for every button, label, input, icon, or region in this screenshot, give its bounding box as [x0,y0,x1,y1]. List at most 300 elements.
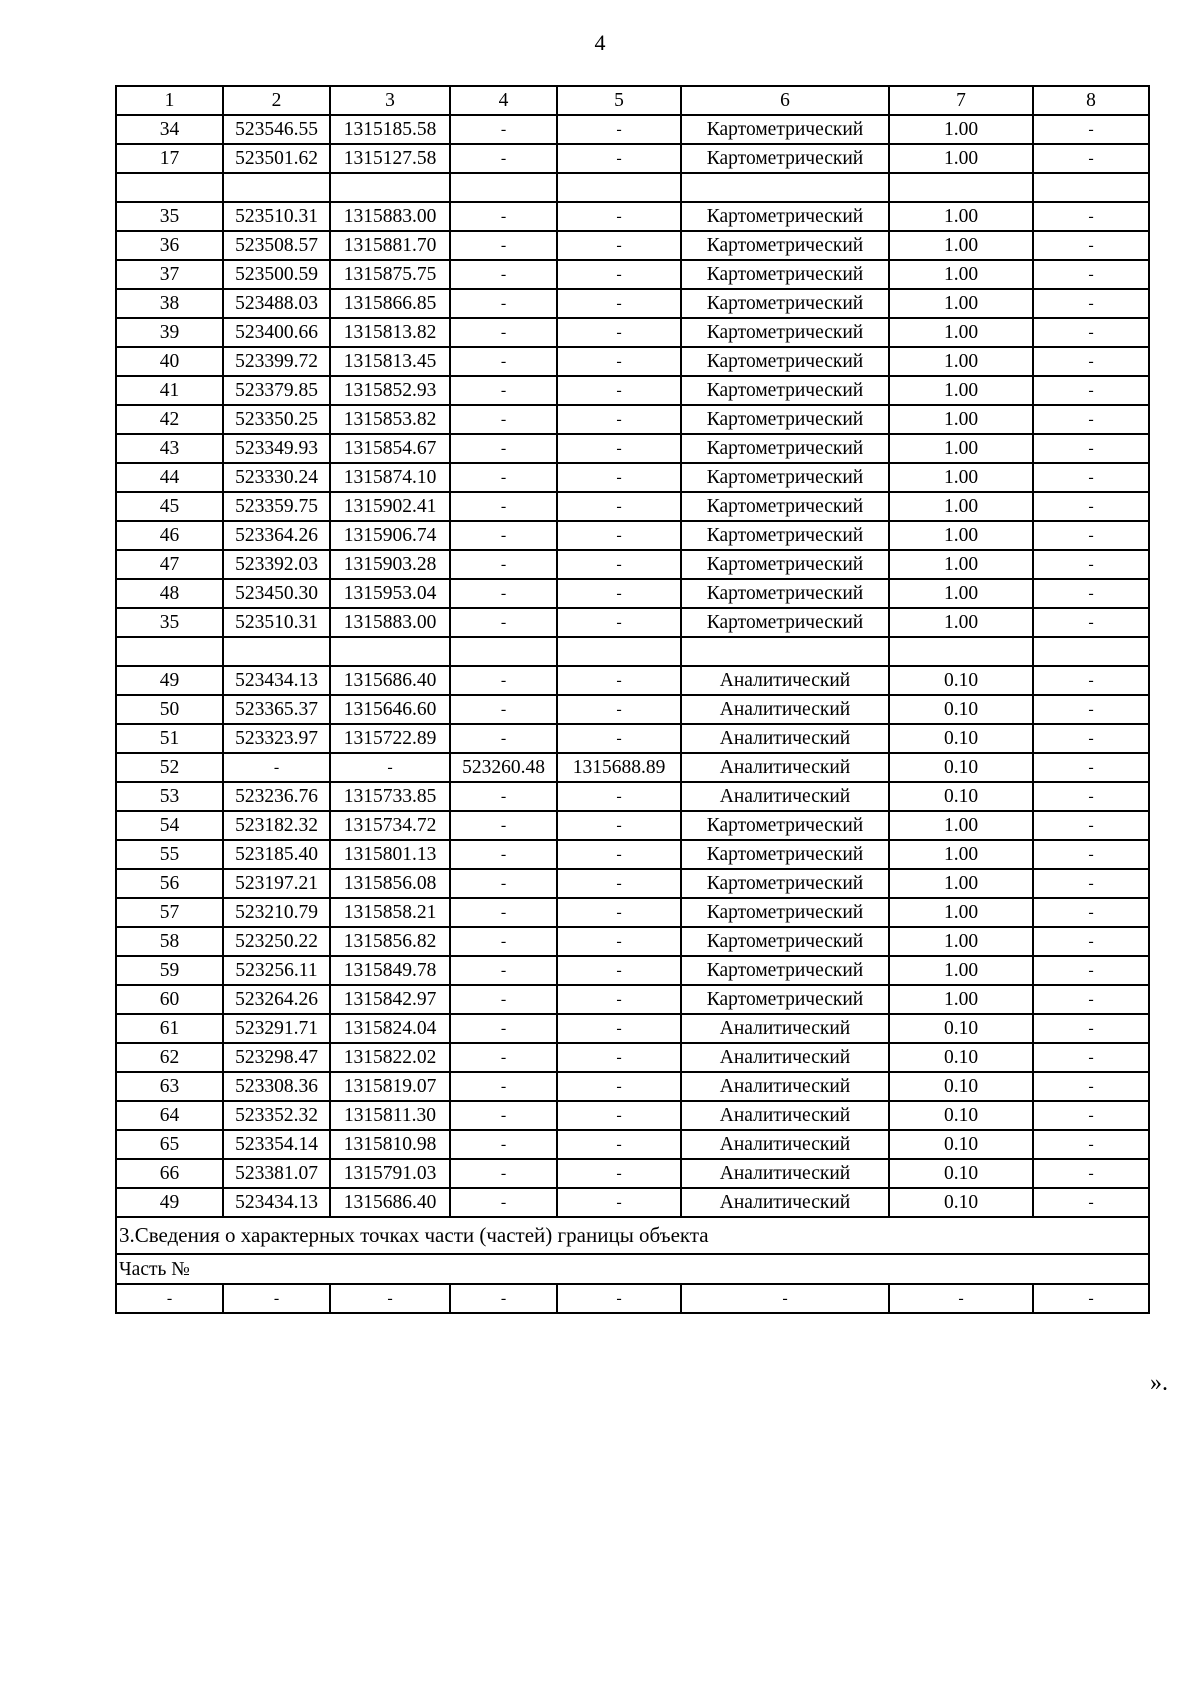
x-coordinate-cell: 523501.62 [223,144,330,173]
table-row [116,1159,1149,1188]
accuracy-cell [889,637,1033,666]
method-cell: Картометрический [681,550,889,579]
description-cell: - [1033,376,1149,405]
x-coordinate-cell: 523291.71 [223,1014,330,1043]
table-row [116,666,1149,695]
description-cell: - [1033,1043,1149,1072]
table-row [116,318,1149,347]
accuracy-cell: 1.00 [889,202,1033,231]
y-coordinate-cell: 1315849.78 [330,956,450,985]
point-number-cell: 44 [116,463,223,492]
x-coordinate-cell [223,173,330,202]
table-row [116,463,1149,492]
closing-quote-mark: ». [1150,1370,1168,1396]
method-cell: Аналитический [681,782,889,811]
point-number-cell: 61 [116,1014,223,1043]
x-coordinate-alt-cell: - [450,231,557,260]
x-coordinate-alt-cell: - [450,260,557,289]
description-cell: - [1033,666,1149,695]
accuracy-cell: 1.00 [889,608,1033,637]
y-coordinate-alt-cell: 1315688.89 [557,753,681,782]
x-coordinate-cell: 523392.03 [223,550,330,579]
y-coordinate-cell: 1315801.13 [330,840,450,869]
table-row [116,115,1149,144]
y-coordinate-cell: 1315852.93 [330,376,450,405]
point-number-cell: 48 [116,579,223,608]
y-coordinate-cell [330,173,450,202]
separator-row [116,173,1149,202]
accuracy-cell: 1.00 [889,260,1033,289]
y-coordinate-alt-cell: - [557,811,681,840]
point-number-cell: 37 [116,260,223,289]
y-coordinate-cell: - [330,753,450,782]
method-cell: Аналитический [681,724,889,753]
description-cell: - [1033,1159,1149,1188]
point-number-cell: 60 [116,985,223,1014]
x-coordinate-cell: 523434.13 [223,1188,330,1217]
y-coordinate-cell: 1315903.28 [330,550,450,579]
point-number-cell: 59 [116,956,223,985]
accuracy-cell: 1.00 [889,231,1033,260]
x-coordinate-cell: 523250.22 [223,927,330,956]
y-coordinate-alt-cell: - [557,666,681,695]
table-body [116,86,1149,1313]
y-coordinate-alt-cell: - [557,115,681,144]
point-number-cell: 52 [116,753,223,782]
method-cell: Картометрический [681,289,889,318]
x-coordinate-alt-cell: - [450,1043,557,1072]
table-row [116,840,1149,869]
x-coordinate-cell: 523379.85 [223,376,330,405]
point-number-cell: 66 [116,1159,223,1188]
description-cell: - [1033,724,1149,753]
description-cell: - [1033,1188,1149,1217]
description-cell: - [1033,985,1149,1014]
x-coordinate-alt-cell: - [450,550,557,579]
point-number-cell: 40 [116,347,223,376]
y-coordinate-cell: 1315902.41 [330,492,450,521]
accuracy-cell: 1.00 [889,289,1033,318]
point-number-cell: 55 [116,840,223,869]
point-number-cell [116,637,223,666]
x-coordinate-cell: 523510.31 [223,202,330,231]
point-number-cell: 36 [116,231,223,260]
accuracy-cell: 0.10 [889,753,1033,782]
x-coordinate-alt-cell: - [450,289,557,318]
method-cell: Картометрический [681,115,889,144]
x-coordinate-alt-cell: - [450,985,557,1014]
point-number-cell: 35 [116,608,223,637]
accuracy-cell: 0.10 [889,1101,1033,1130]
point-number-cell: 17 [116,144,223,173]
x-coordinate-cell: 523264.26 [223,985,330,1014]
accuracy-cell: 1.00 [889,318,1033,347]
method-cell: Картометрический [681,492,889,521]
method-cell: Аналитический [681,695,889,724]
x-coordinate-alt-cell: - [450,811,557,840]
y-coordinate-cell: 1315813.82 [330,318,450,347]
point-number-cell [116,173,223,202]
x-coordinate-cell: 523350.25 [223,405,330,434]
method-cell: Картометрический [681,521,889,550]
x-coordinate-cell: 523364.26 [223,521,330,550]
point-number-cell: 62 [116,1043,223,1072]
point-number-cell: 49 [116,666,223,695]
point-number-cell: 53 [116,782,223,811]
x-coordinate-cell: 523510.31 [223,608,330,637]
y-coordinate-cell: 1315813.45 [330,347,450,376]
method-cell: Картометрический [681,231,889,260]
y-coordinate-cell: 1315734.72 [330,811,450,840]
x-coordinate-alt-cell: - [450,724,557,753]
accuracy-cell: 1.00 [889,898,1033,927]
point-number-cell: 35 [116,202,223,231]
y-coordinate-cell: 1315811.30 [330,1101,450,1130]
x-coordinate-alt-cell: - [450,318,557,347]
description-cell: - [1033,434,1149,463]
description-cell: - [1033,318,1149,347]
point-number-cell: 45 [116,492,223,521]
table-row [116,927,1149,956]
method-cell: Картометрический [681,927,889,956]
y-coordinate-alt-cell: - [557,782,681,811]
table-row [116,579,1149,608]
point-number-cell: 64 [116,1101,223,1130]
x-coordinate-alt-cell: - [450,1130,557,1159]
accuracy-cell: 1.00 [889,492,1033,521]
x-coordinate-cell: 523488.03 [223,289,330,318]
point-number-cell: 54 [116,811,223,840]
description-cell: - [1033,144,1149,173]
accuracy-cell: 0.10 [889,782,1033,811]
y-coordinate-cell [330,637,450,666]
point-number-cell: 56 [116,869,223,898]
y-coordinate-alt-cell [557,637,681,666]
method-cell: Картометрический [681,985,889,1014]
page-number: 4 [594,30,606,55]
x-coordinate-cell: - [223,1284,330,1313]
method-cell: Аналитический [681,1072,889,1101]
x-coordinate-alt-cell: - [450,898,557,927]
description-cell: - [1033,347,1149,376]
y-coordinate-alt-cell: - [557,347,681,376]
description-cell: - [1033,956,1149,985]
table-row [116,782,1149,811]
table-row [116,811,1149,840]
y-coordinate-cell: 1315881.70 [330,231,450,260]
y-coordinate-alt-cell: - [557,1284,681,1313]
part-label-row [116,1254,1149,1284]
point-number-cell: 58 [116,927,223,956]
description-cell: - [1033,521,1149,550]
table-row [116,289,1149,318]
empty-part-row [116,1284,1149,1313]
description-cell: - [1033,608,1149,637]
x-coordinate-cell: 523182.32 [223,811,330,840]
accuracy-cell: 1.00 [889,869,1033,898]
x-coordinate-cell: 523508.57 [223,231,330,260]
x-coordinate-alt-cell: - [450,608,557,637]
description-cell: - [1033,1130,1149,1159]
header-row [116,86,1149,115]
x-coordinate-alt-cell: - [450,695,557,724]
x-coordinate-cell: 523400.66 [223,318,330,347]
accuracy-cell: 1.00 [889,550,1033,579]
method-cell: Картометрический [681,579,889,608]
y-coordinate-alt-cell: - [557,1101,681,1130]
description-cell: - [1033,840,1149,869]
description-cell: - [1033,492,1149,521]
x-coordinate-cell: 523381.07 [223,1159,330,1188]
description-cell [1033,173,1149,202]
y-coordinate-cell: 1315185.58 [330,115,450,144]
x-coordinate-alt-cell: - [450,579,557,608]
x-coordinate-alt-cell: - [450,115,557,144]
method-cell: Картометрический [681,376,889,405]
x-coordinate-alt-cell: - [450,376,557,405]
method-cell: Картометрический [681,260,889,289]
y-coordinate-alt-cell: - [557,1072,681,1101]
part-label: Часть № [116,1254,1149,1284]
x-coordinate-alt-cell: - [450,956,557,985]
y-coordinate-alt-cell: - [557,289,681,318]
accuracy-cell: 0.10 [889,1188,1033,1217]
x-coordinate-cell: 523185.40 [223,840,330,869]
x-coordinate-alt-cell: - [450,1014,557,1043]
description-cell: - [1033,1014,1149,1043]
y-coordinate-alt-cell: - [557,231,681,260]
point-number-cell: 39 [116,318,223,347]
y-coordinate-cell: 1315953.04 [330,579,450,608]
y-coordinate-alt-cell: - [557,492,681,521]
table-row [116,1043,1149,1072]
method-cell: Аналитический [681,666,889,695]
y-coordinate-cell: 1315866.85 [330,289,450,318]
y-coordinate-cell: 1315791.03 [330,1159,450,1188]
y-coordinate-cell: 1315127.58 [330,144,450,173]
accuracy-cell: 0.10 [889,695,1033,724]
accuracy-cell: 1.00 [889,579,1033,608]
x-coordinate-cell: 523450.30 [223,579,330,608]
x-coordinate-cell: 523354.14 [223,1130,330,1159]
y-coordinate-alt-cell: - [557,318,681,347]
point-number-cell: 38 [116,289,223,318]
method-cell: Картометрический [681,318,889,347]
description-cell [1033,637,1149,666]
accuracy-cell: 1.00 [889,927,1033,956]
y-coordinate-alt-cell: - [557,927,681,956]
table-row [116,347,1149,376]
y-coordinate-alt-cell: - [557,1188,681,1217]
y-coordinate-cell: 1315874.10 [330,463,450,492]
table-row [116,144,1149,173]
x-coordinate-alt-cell: - [450,1284,557,1313]
x-coordinate-cell: 523359.75 [223,492,330,521]
point-number-cell: 47 [116,550,223,579]
point-number-cell: 57 [116,898,223,927]
x-coordinate-cell: 2 [223,86,330,115]
accuracy-cell: 1.00 [889,376,1033,405]
method-cell: Аналитический [681,1130,889,1159]
y-coordinate-cell: 1315883.00 [330,202,450,231]
x-coordinate-alt-cell: - [450,434,557,463]
y-coordinate-alt-cell: - [557,144,681,173]
description-cell: - [1033,869,1149,898]
point-number-cell: 65 [116,1130,223,1159]
x-coordinate-cell: 523323.97 [223,724,330,753]
description-cell: 8 [1033,86,1149,115]
y-coordinate-cell: 1315686.40 [330,666,450,695]
x-coordinate-alt-cell: - [450,927,557,956]
description-cell: - [1033,202,1149,231]
table-row [116,202,1149,231]
table-row [116,1188,1149,1217]
x-coordinate-cell: 523298.47 [223,1043,330,1072]
y-coordinate-cell: 1315875.75 [330,260,450,289]
x-coordinate-cell: 523349.93 [223,434,330,463]
description-cell: - [1033,289,1149,318]
method-cell: Аналитический [681,1159,889,1188]
section-title: 3.Сведения о характерных точках части (частей) границы объекта [116,1217,1149,1254]
x-coordinate-cell: 523256.11 [223,956,330,985]
y-coordinate-alt-cell: - [557,521,681,550]
section-title-row [116,1217,1149,1254]
x-coordinate-alt-cell: - [450,1159,557,1188]
y-coordinate-alt-cell [557,173,681,202]
y-coordinate-alt-cell: - [557,1130,681,1159]
x-coordinate-alt-cell: - [450,666,557,695]
description-cell: - [1033,550,1149,579]
point-number-cell: 34 [116,115,223,144]
y-coordinate-cell: 1315733.85 [330,782,450,811]
table-row [116,260,1149,289]
y-coordinate-alt-cell: - [557,985,681,1014]
table-row [116,695,1149,724]
y-coordinate-cell: 1315810.98 [330,1130,450,1159]
point-number-cell: 63 [116,1072,223,1101]
x-coordinate-alt-cell: - [450,144,557,173]
table-row [116,376,1149,405]
description-cell: - [1033,231,1149,260]
table-row [116,869,1149,898]
method-cell: Картометрический [681,202,889,231]
method-cell: Аналитический [681,1188,889,1217]
x-coordinate-cell: 523399.72 [223,347,330,376]
y-coordinate-alt-cell: - [557,1159,681,1188]
method-cell [681,637,889,666]
accuracy-cell: 0.10 [889,1014,1033,1043]
x-coordinate-alt-cell: - [450,1188,557,1217]
x-coordinate-alt-cell: - [450,840,557,869]
method-cell: Картометрический [681,811,889,840]
x-coordinate-alt-cell [450,637,557,666]
accuracy-cell: 7 [889,86,1033,115]
x-coordinate-cell: 523500.59 [223,260,330,289]
x-coordinate-cell: 523236.76 [223,782,330,811]
accuracy-cell: 1.00 [889,347,1033,376]
point-number-cell: 49 [116,1188,223,1217]
accuracy-cell: 1.00 [889,434,1033,463]
description-cell: - [1033,811,1149,840]
description-cell: - [1033,115,1149,144]
x-coordinate-cell: 523365.37 [223,695,330,724]
x-coordinate-alt-cell: - [450,1072,557,1101]
y-coordinate-alt-cell: - [557,1014,681,1043]
x-coordinate-alt-cell: - [450,202,557,231]
table-row [116,724,1149,753]
method-cell: - [681,1284,889,1313]
description-cell: - [1033,579,1149,608]
description-cell: - [1033,405,1149,434]
accuracy-cell: 1.00 [889,985,1033,1014]
table-row [116,985,1149,1014]
point-number-cell: 43 [116,434,223,463]
y-coordinate-alt-cell: - [557,405,681,434]
x-coordinate-cell: 523330.24 [223,463,330,492]
y-coordinate-cell: 1315856.08 [330,869,450,898]
accuracy-cell: 0.10 [889,1072,1033,1101]
point-number-cell: 46 [116,521,223,550]
point-number-cell: - [116,1284,223,1313]
x-coordinate-alt-cell: - [450,521,557,550]
y-coordinate-alt-cell: - [557,869,681,898]
method-cell: Картометрический [681,840,889,869]
y-coordinate-alt-cell: - [557,898,681,927]
x-coordinate-cell [223,637,330,666]
y-coordinate-cell: - [330,1284,450,1313]
y-coordinate-alt-cell: - [557,608,681,637]
y-coordinate-cell: 1315646.60 [330,695,450,724]
y-coordinate-alt-cell: - [557,956,681,985]
y-coordinate-alt-cell: - [557,463,681,492]
description-cell: - [1033,927,1149,956]
x-coordinate-alt-cell: - [450,405,557,434]
description-cell: - [1033,1072,1149,1101]
description-cell: - [1033,260,1149,289]
y-coordinate-cell: 1315858.21 [330,898,450,927]
method-cell: Аналитический [681,1014,889,1043]
description-cell: - [1033,753,1149,782]
y-coordinate-alt-cell: - [557,724,681,753]
y-coordinate-cell: 1315822.02 [330,1043,450,1072]
table-row [116,898,1149,927]
x-coordinate-cell: 523210.79 [223,898,330,927]
y-coordinate-cell: 1315856.82 [330,927,450,956]
table-row [116,1101,1149,1130]
y-coordinate-cell: 1315686.40 [330,1188,450,1217]
accuracy-cell: 0.10 [889,1043,1033,1072]
description-cell: - [1033,1101,1149,1130]
y-coordinate-cell: 1315854.67 [330,434,450,463]
accuracy-cell: 0.10 [889,724,1033,753]
y-coordinate-alt-cell: - [557,1043,681,1072]
y-coordinate-cell: 1315824.04 [330,1014,450,1043]
method-cell: Аналитический [681,1101,889,1130]
y-coordinate-alt-cell: - [557,579,681,608]
point-number-cell: 41 [116,376,223,405]
x-coordinate-cell: - [223,753,330,782]
y-coordinate-alt-cell: - [557,202,681,231]
x-coordinate-alt-cell [450,173,557,202]
y-coordinate-alt-cell: - [557,434,681,463]
x-coordinate-alt-cell: - [450,463,557,492]
point-number-cell: 42 [116,405,223,434]
y-coordinate-alt-cell: - [557,840,681,869]
table-row [116,405,1149,434]
y-coordinate-cell: 1315842.97 [330,985,450,1014]
description-cell: - [1033,898,1149,927]
y-coordinate-alt-cell: - [557,550,681,579]
